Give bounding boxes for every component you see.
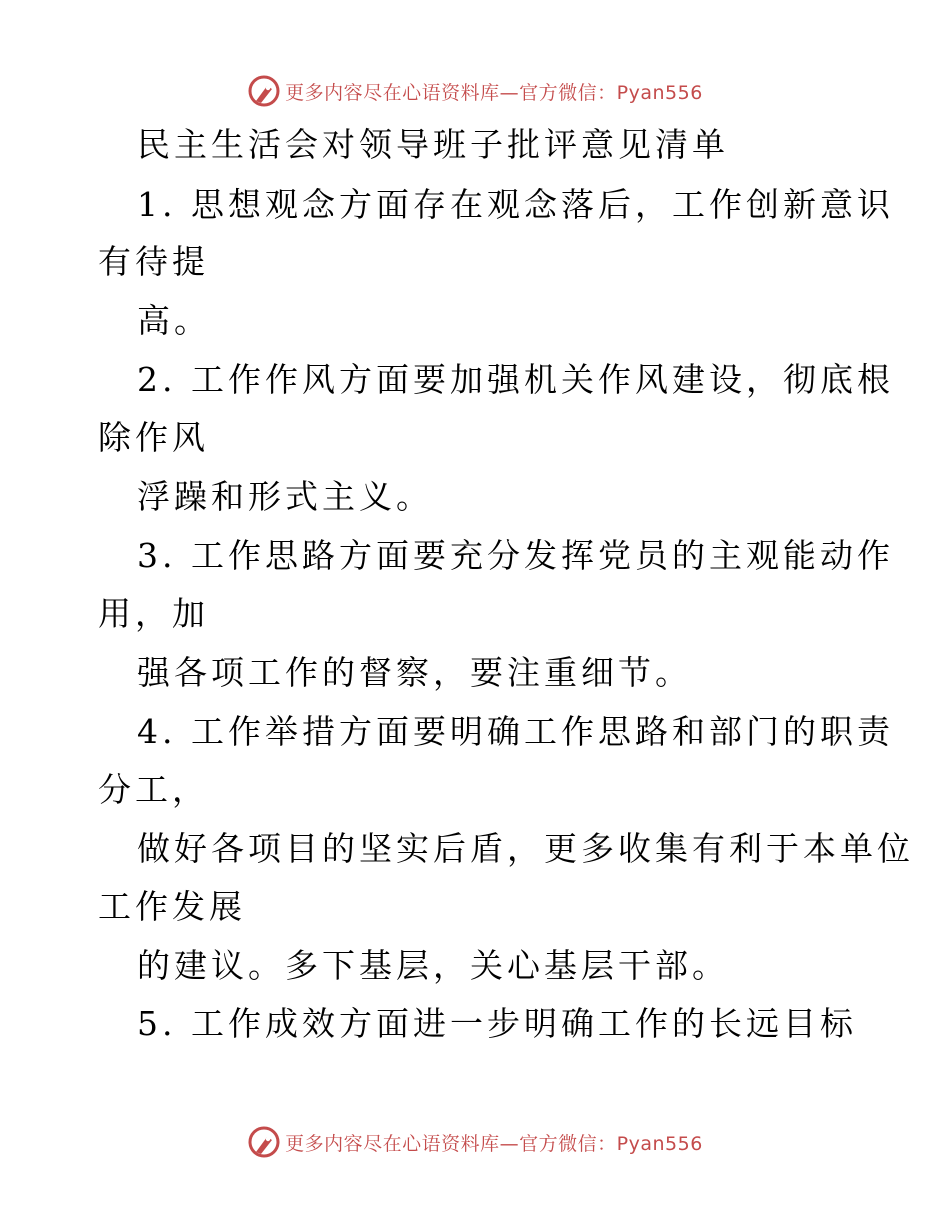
header-watermark-text: 更多内容尽在心语资料库—官方微信：Pyan556 <box>285 81 703 104</box>
text-line: 分工， <box>98 770 209 809</box>
text-line: 2. 工作作风方面要加强机关作风建设，彻底根 <box>137 360 894 399</box>
text-line: 做好各项目的坚实后盾，更多收集有利于本单位 <box>137 829 914 868</box>
text-line: 的建议。多下基层，关心基层干部。 <box>137 946 729 985</box>
header-banner <box>0 71 950 111</box>
text-line: 3. 工作思路方面要充分发挥党员的主观能动作 <box>137 536 894 575</box>
text-line: 高。 <box>137 301 211 340</box>
pen-nib-circle-icon <box>247 74 281 108</box>
text-line: 1. 思想观念方面存在观念落后，工作创新意识 <box>137 185 894 224</box>
text-line: 除作风 <box>98 418 209 457</box>
text-line: 强各项工作的督察，要注重细节。 <box>137 653 692 692</box>
text-line: 4. 工作举措方面要明确工作思路和部门的职责 <box>137 712 894 751</box>
footer-banner <box>0 1122 950 1162</box>
text-line: 工作发展 <box>98 887 246 926</box>
text-line: 用，加 <box>98 594 209 633</box>
text-line: 5. 工作成效方面进一步明确工作的长远目标 <box>137 1004 857 1043</box>
text-line: 有待提 <box>98 242 209 281</box>
text-line: 浮躁和形式主义。 <box>137 477 433 516</box>
footer-watermark-text: 更多内容尽在心语资料库—官方微信：Pyan556 <box>285 1132 703 1155</box>
document-title: 民主生活会对领导班子批评意见清单 <box>137 125 729 164</box>
pen-nib-circle-icon <box>247 1125 281 1159</box>
